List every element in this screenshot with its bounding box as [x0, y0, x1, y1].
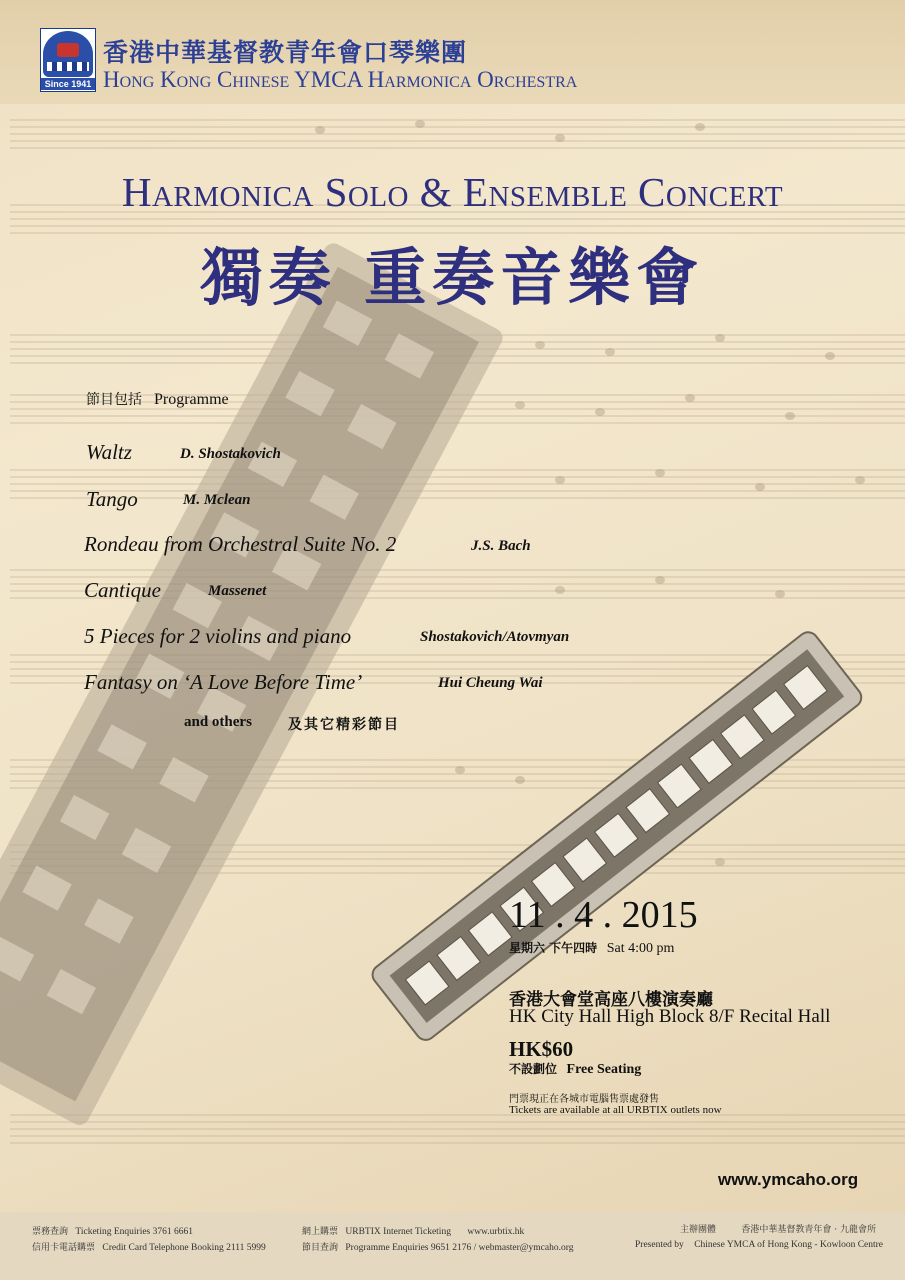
footer-presenter-zh: 香港中華基督教青年會 · 九龍會所 — [741, 1225, 876, 1235]
footer-credit-zh: 信用卡電話購票 — [32, 1243, 96, 1253]
organization-name-en: Hong Kong Chinese YMCA Harmonica Orchestra — [103, 67, 578, 92]
venue-en: HK City Hall High Block 8/F Recital Hall — [509, 1006, 831, 1027]
concert-date: 11 . 4 . 2015 — [509, 894, 698, 936]
organization-name-zh: 香港中華基督教青年會口琴樂團 — [103, 38, 468, 67]
programme-others-zh: 及其它精彩節目 — [288, 717, 400, 733]
seating-zh: 不設劃位 — [509, 1062, 558, 1076]
footer-programme-enquiries — [302, 1240, 573, 1253]
programme-piece: Fantasy on ‘A Love Before Time’ — [84, 670, 363, 694]
website-link[interactable]: www.ymcaho.org — [718, 1170, 859, 1189]
footer-band — [0, 1212, 905, 1280]
harmonica-orchestra-logo — [40, 28, 96, 92]
tickets-note-zh: 門票現正在各城市電腦售票處發售 — [509, 1094, 659, 1105]
seating-info — [509, 1060, 641, 1078]
programme-composer: M. Mclean — [183, 492, 251, 508]
footer-presenter-label-en: Presented by — [635, 1240, 684, 1250]
footer-credit-booking — [32, 1240, 266, 1253]
concert-title-zh: 獨奏 重奏音樂會 — [200, 241, 705, 314]
programme-composer: J.S. Bach — [471, 538, 531, 554]
programme-composer: Shostakovich/Atovmyan — [420, 629, 570, 645]
footer-prog-en: Programme Enquiries 9651 2176 / webmaster@ymcaho.org — [345, 1243, 574, 1253]
footer-internet-ticketing — [302, 1224, 524, 1237]
programme-piece: Tango — [86, 487, 138, 511]
footer-presenter-en-line — [635, 1240, 883, 1250]
footer-ticketing — [32, 1224, 193, 1237]
programme-piece: 5 Pieces for 2 violins and piano — [84, 624, 352, 648]
ticket-price: HK$60 — [509, 1037, 574, 1061]
footer-internet-zh: 網上購票 — [302, 1227, 339, 1237]
programme-piece: Rondeau from Orchestral Suite No. 2 — [84, 532, 397, 556]
programme-composer: Hui Cheung Wai — [438, 675, 543, 691]
tickets-note-en: Tickets are available at all URBTIX outlets now — [509, 1104, 722, 1116]
programme-composer: D. Shostakovich — [180, 446, 281, 462]
footer-internet-en: URBTIX Internet Ticketing — [345, 1227, 451, 1237]
venue-zh: 香港大會堂高座八樓演奏廳 — [509, 990, 713, 1010]
footer-presenter-zh-line — [680, 1222, 881, 1235]
programme-heading-en: Programme — [154, 391, 229, 408]
programme-others-en: and others — [184, 714, 252, 730]
programme-composer: Massenet — [208, 583, 267, 599]
footer-ticketing-zh: 票務查詢 — [32, 1227, 69, 1237]
concert-time — [509, 939, 674, 957]
programme-heading-zh: 節目包括 — [86, 392, 142, 408]
programme-heading — [86, 389, 229, 409]
footer-prog-zh: 節目查詢 — [302, 1243, 339, 1253]
footer-presenter-label-zh: 主辦團體 — [680, 1225, 717, 1235]
concert-title-en: Harmonica Solo & Ensemble Concert — [121, 169, 784, 215]
logo-since-text: Since 1941 — [41, 78, 95, 90]
concert-time-en: Sat 4:00 pm — [606, 941, 675, 956]
footer-ticketing-en: Ticketing Enquiries 3761 6661 — [75, 1227, 193, 1237]
seating-en: Free Seating — [566, 1062, 642, 1077]
footer-presenter-en: Chinese YMCA of Hong Kong - Kowloon Centre — [694, 1240, 884, 1250]
programme-piece: Waltz — [86, 440, 132, 464]
programme-piece: Cantique — [84, 578, 161, 602]
footer-credit-en: Credit Card Telephone Booking 2111 5999 — [102, 1243, 266, 1253]
concert-time-zh: 星期六 下午四時 — [509, 941, 598, 955]
footer-urbtix-link[interactable]: www.urbtix.hk — [467, 1227, 525, 1237]
